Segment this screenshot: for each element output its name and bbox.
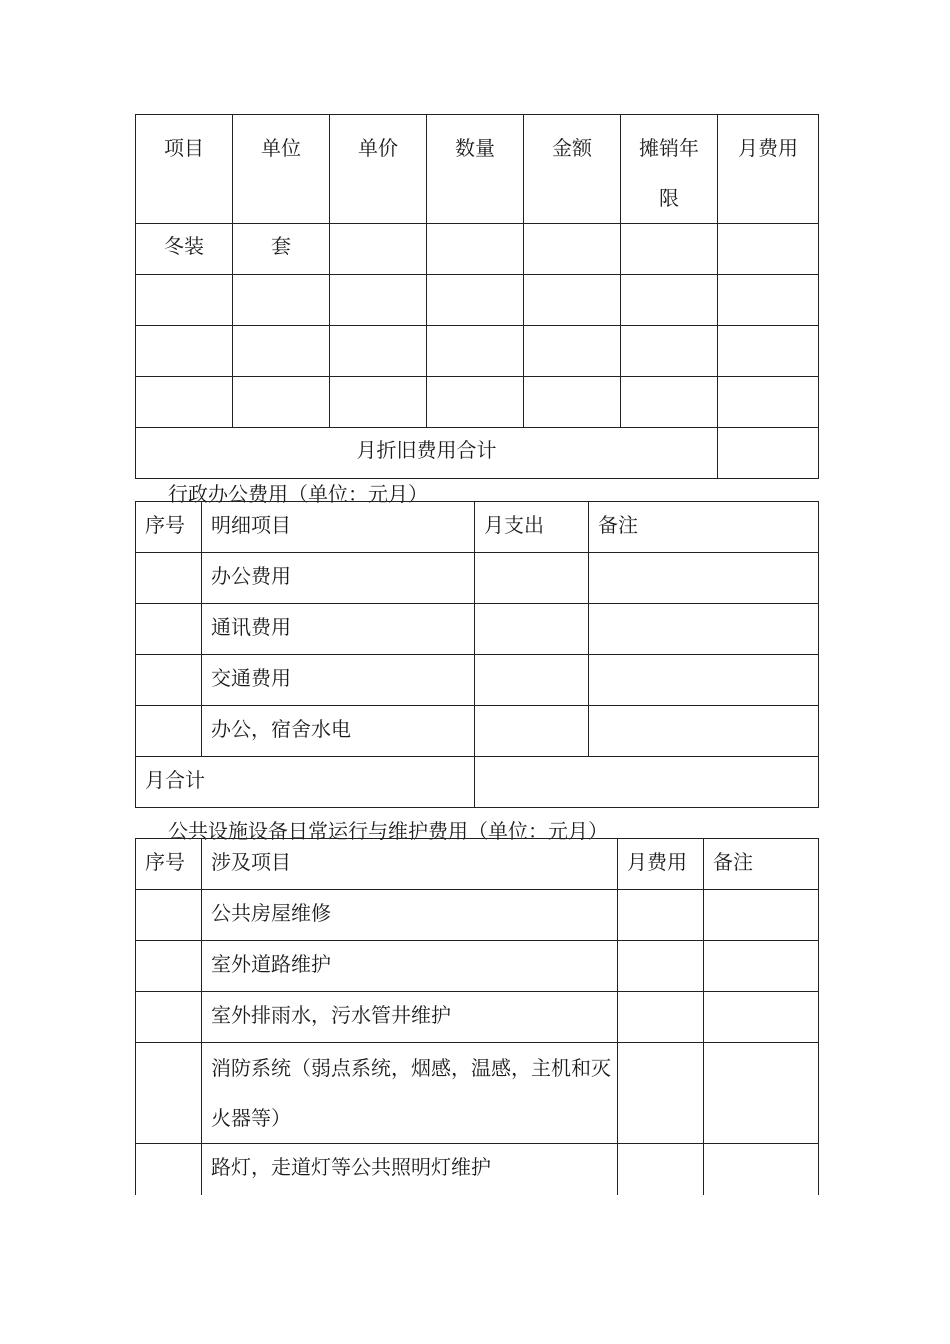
table-cell — [589, 553, 819, 604]
header-cell: 月支出 — [475, 502, 589, 553]
table-cell: 套 — [233, 224, 330, 275]
table-cell — [136, 941, 202, 992]
table-cell: 办公费用 — [202, 553, 475, 604]
table-row — [136, 604, 819, 655]
table-cell — [475, 655, 589, 706]
table-cell: 消防系统（弱点系统，烟感，温感，主机和灭火器等） — [202, 1043, 618, 1144]
header-cell: 明细项目 — [202, 502, 475, 553]
table-cell — [136, 992, 202, 1043]
facility-maintenance-table — [135, 838, 819, 1195]
table-cell: 交通费用 — [202, 655, 475, 706]
section-caption: 公共设施设备日常运行与维护费用（单位：元月） — [168, 819, 608, 843]
table-cell — [475, 604, 589, 655]
table-cell — [524, 224, 621, 275]
table-cell — [427, 275, 524, 326]
header-cell: 备注 — [589, 502, 819, 553]
table-cell — [621, 377, 718, 428]
table-cell — [618, 890, 704, 941]
table-cell — [704, 1144, 819, 1196]
table-cell: 公共房屋维修 — [202, 890, 618, 941]
table-cell — [475, 553, 589, 604]
table-cell — [718, 275, 819, 326]
table-row — [136, 941, 819, 992]
table-cell — [136, 275, 233, 326]
table-cell — [233, 326, 330, 377]
total-label: 月折旧费用合计 — [136, 428, 718, 479]
table-cell — [704, 941, 819, 992]
table-cell — [136, 553, 202, 604]
table-row — [136, 224, 819, 275]
table-cell — [136, 326, 233, 377]
table-cell — [621, 275, 718, 326]
header-cell: 单位 — [233, 115, 330, 224]
table-cell — [618, 992, 704, 1043]
table-row — [136, 275, 819, 326]
table-cell — [427, 326, 524, 377]
header-cell: 金额 — [524, 115, 621, 224]
table-cell — [330, 224, 427, 275]
table-row — [136, 553, 819, 604]
table-cell: 通讯费用 — [202, 604, 475, 655]
header-cell: 项目 — [136, 115, 233, 224]
header-cell: 涉及项目 — [202, 839, 618, 890]
header-cell: 备注 — [704, 839, 819, 890]
total-label: 月合计 — [136, 757, 475, 808]
header-cell: 单价 — [330, 115, 427, 224]
total-value-cell — [475, 757, 819, 808]
table-row — [136, 655, 819, 706]
table-cell: 室外道路维护 — [202, 941, 618, 992]
table-cell — [618, 1043, 704, 1144]
table-cell — [136, 706, 202, 757]
table-cell — [136, 1043, 202, 1144]
table-header-row — [136, 115, 819, 224]
table-cell — [621, 326, 718, 377]
table-row — [136, 1043, 819, 1144]
table-cell — [621, 224, 718, 275]
table-header-row — [136, 839, 819, 890]
table-cell — [136, 604, 202, 655]
table-cell — [475, 706, 589, 757]
table-row — [136, 1144, 819, 1196]
table-row — [136, 890, 819, 941]
table-cell — [136, 890, 202, 941]
table-cell — [589, 604, 819, 655]
table-cell — [233, 377, 330, 428]
table-cell: 室外排雨水，污水管井维护 — [202, 992, 618, 1043]
table-row — [136, 992, 819, 1043]
total-value-cell — [718, 428, 819, 479]
header-cell: 数量 — [427, 115, 524, 224]
table-cell — [618, 1144, 704, 1196]
table-cell — [704, 890, 819, 941]
table-cell — [330, 377, 427, 428]
table-cell — [524, 377, 621, 428]
table-cell: 办公，宿舍水电 — [202, 706, 475, 757]
table-cell — [589, 655, 819, 706]
table-cell — [233, 275, 330, 326]
table-cell — [136, 1144, 202, 1196]
total-row — [136, 757, 819, 808]
office-expense-table — [135, 501, 819, 808]
header-cell: 摊销年限 — [621, 115, 718, 224]
header-cell: 序号 — [136, 839, 202, 890]
table-cell — [524, 275, 621, 326]
table-cell — [330, 326, 427, 377]
table-cell — [427, 377, 524, 428]
header-cell: 序号 — [136, 502, 202, 553]
header-cell: 月费用 — [718, 115, 819, 224]
table-cell — [718, 377, 819, 428]
table-header-row — [136, 502, 819, 553]
table-row — [136, 377, 819, 428]
table-cell — [618, 941, 704, 992]
table-cell — [589, 706, 819, 757]
table-cell — [704, 992, 819, 1043]
section-caption: 行政办公费用（单位：元月） — [168, 482, 428, 506]
table-cell — [427, 224, 524, 275]
table-cell — [330, 275, 427, 326]
table-cell — [136, 377, 233, 428]
table-cell — [704, 1043, 819, 1144]
table-row — [136, 706, 819, 757]
depreciation-table — [135, 114, 819, 479]
table-cell: 冬装 — [136, 224, 233, 275]
total-row — [136, 428, 819, 479]
table-cell: 路灯，走道灯等公共照明灯维护 — [202, 1144, 618, 1196]
table-cell — [524, 326, 621, 377]
table-cell — [136, 655, 202, 706]
header-cell: 月费用 — [618, 839, 704, 890]
table-cell — [718, 224, 819, 275]
table-row — [136, 326, 819, 377]
table-cell — [718, 326, 819, 377]
